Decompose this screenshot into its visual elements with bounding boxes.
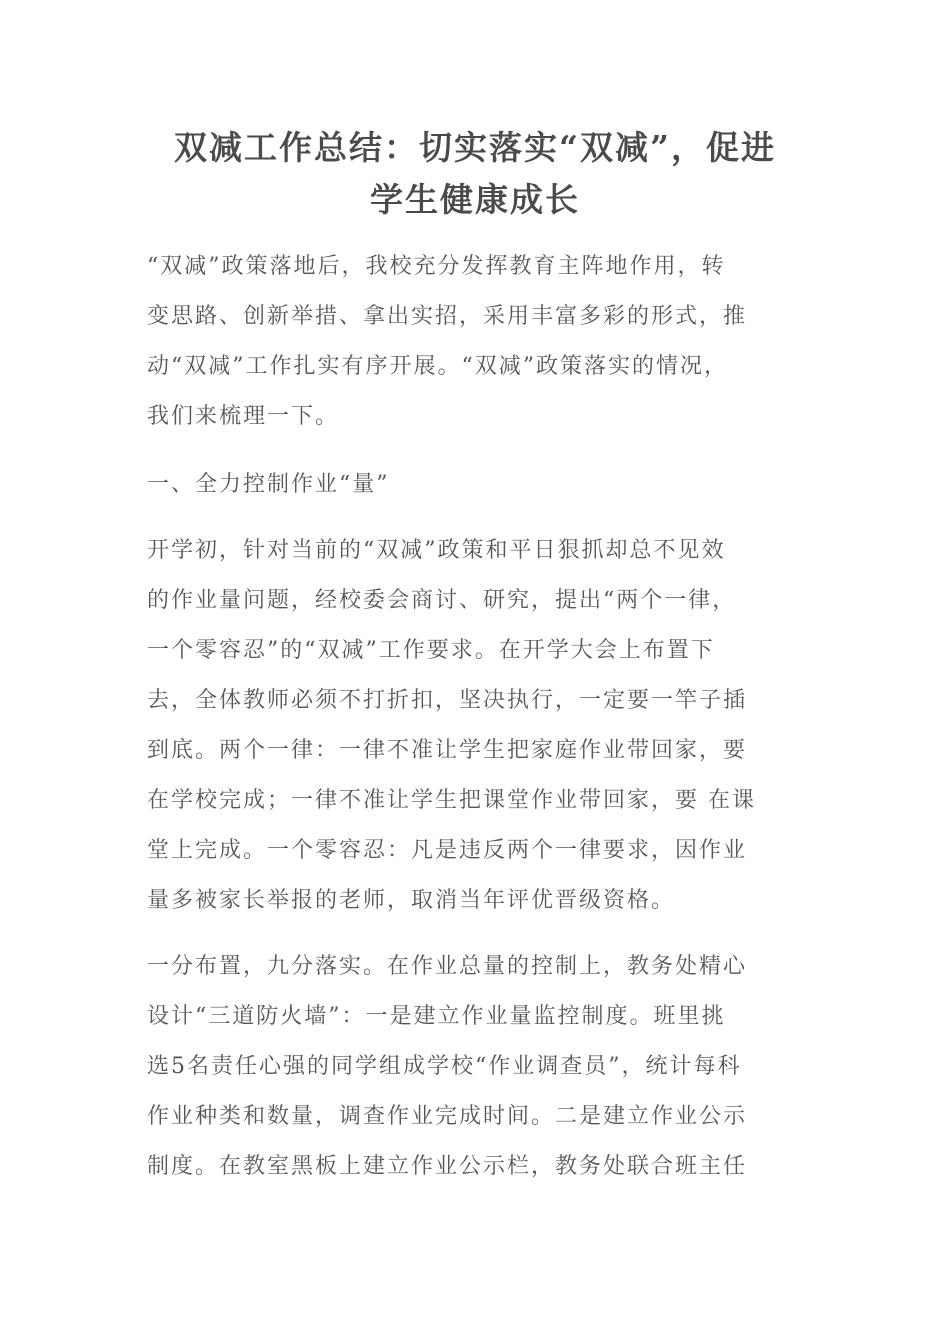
document-title	[140, 122, 810, 226]
paragraph-intro	[147, 242, 807, 442]
text-line: 在学校完成；一律不准让学生把课堂作业带回家，要 在课	[147, 788, 756, 813]
text-line: 开学初，针对当前的“双减”政策和平日狠抓却总不见效	[147, 538, 726, 563]
text-line: 我们来梳理一下。	[147, 404, 340, 429]
text-line: 选5名责任心强的同学组成学校“作业调查员”，统计每科	[147, 1054, 742, 1079]
text-line: 的作业量问题，经校委会商讨、研究，提出“两个一律，	[147, 588, 737, 613]
title-line: 双减工作总结：切实落实“双减”，促进	[174, 128, 776, 167]
text-line: 量多被家长举报的老师，取消当年评优晋级资格。	[147, 888, 676, 913]
paragraph-requirements	[147, 526, 807, 926]
text-line: 变思路、创新举措、拿出实招，采用丰富多彩的形式，推	[147, 304, 748, 329]
text-line: 去，全体教师必须不打折扣，坚决执行，一定要一竿子插	[147, 688, 748, 713]
text-line: 作业种类和数量，调查作业完成时间。二是建立作业公示	[147, 1104, 748, 1129]
title-line: 学生健康成长	[370, 180, 580, 219]
text-line: 到底。两个一律：一律不准让学生把家庭作业带回家，要	[147, 738, 748, 763]
text-line: 设计“三道防火墙”：一是建立作业量监控制度。班里挑	[147, 1004, 726, 1029]
text-line: 堂上完成。一个零容忍：凡是违反两个一律要求，因作业	[147, 838, 748, 863]
text-line: 动“双减”工作扎实有序开展。“双减”政策落实的情况，	[147, 354, 728, 379]
text-line: 一分布置，九分落实。在作业总量的控制上，教务处精心	[147, 954, 748, 979]
paragraph-firewalls	[147, 942, 807, 1192]
text-line: 制度。在教室黑板上建立作业公示栏，教务处联合班主任	[147, 1154, 748, 1179]
text-line: 一个零容忍”的“双减”工作要求。在开学大会上布置下	[147, 638, 715, 663]
section-heading	[147, 460, 807, 510]
text-line: 一、全力控制作业“量”	[147, 472, 390, 497]
text-line: “双减”政策落地后，我校充分发挥教育主阵地作用，转	[147, 254, 726, 279]
